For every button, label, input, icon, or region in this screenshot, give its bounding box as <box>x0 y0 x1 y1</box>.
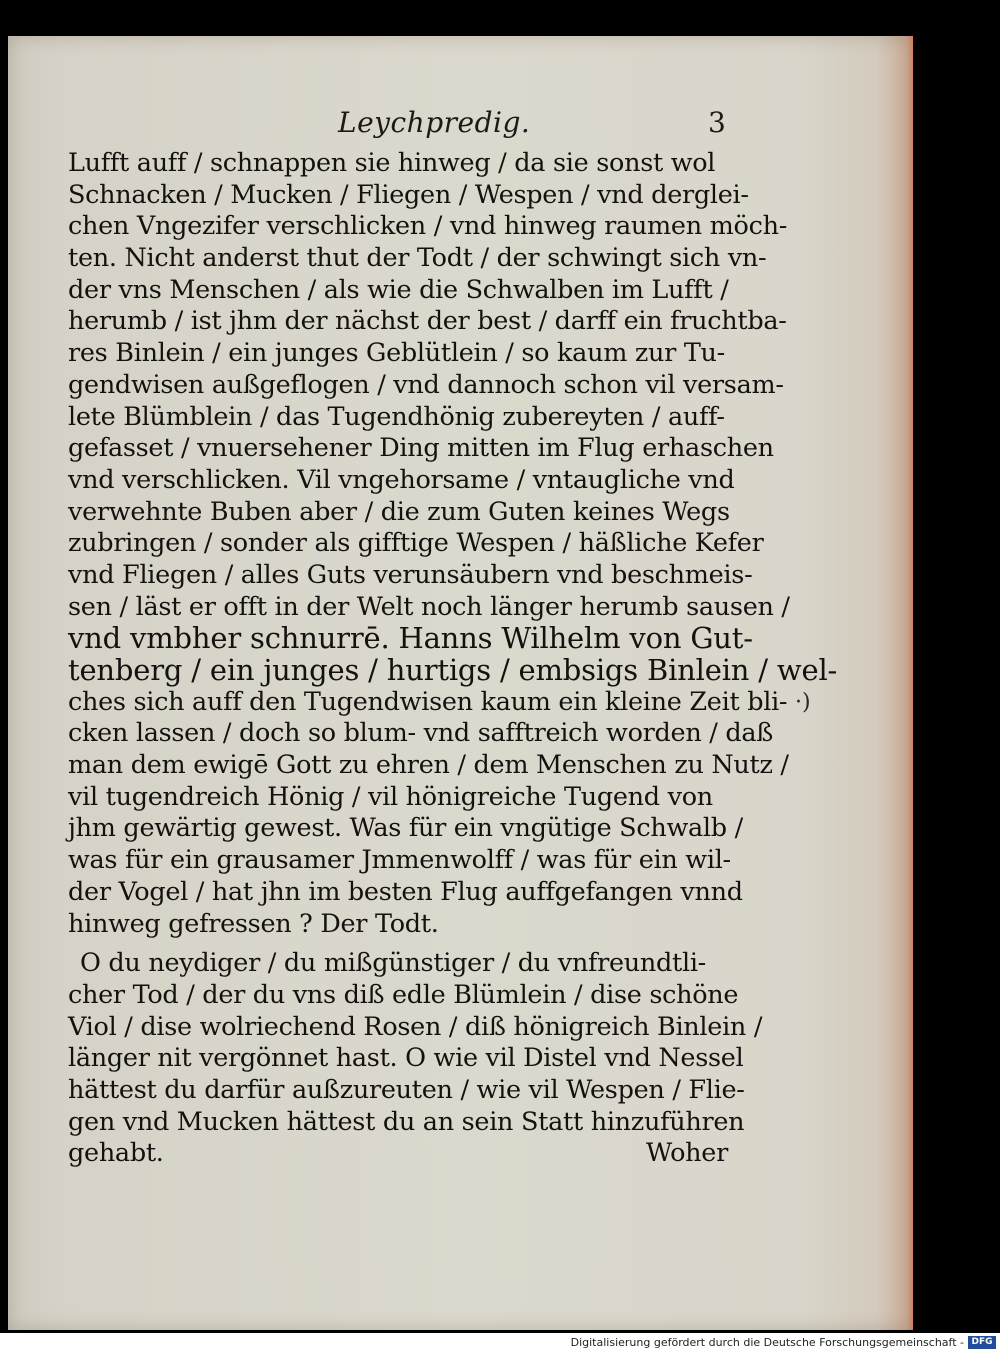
footer-credit: Digitalisierung gefördert durch die Deutsche Forschungsgemeinschaft - <box>570 1336 964 1349</box>
text-line: was für ein grausamer Jmmenwolff / was für ein wil- <box>68 845 731 876</box>
page-number: 3 <box>708 106 726 139</box>
catchword: Woher <box>645 1138 728 1169</box>
text-line: chen Vngezifer verschlicken / vnd hinweg raumen möch- <box>68 211 788 242</box>
text-line: zubringen / sonder als gifftige Wespen / häßliche Kefer <box>68 528 764 559</box>
margin-mark: ·) <box>795 690 811 715</box>
text-line: gendwisen außgeflogen / vnd dannoch schon vil versam- <box>68 369 784 400</box>
body-text <box>68 148 838 1170</box>
text-line: lete Blümblein / das Tugendhönig zubereyten / auff- <box>68 401 725 432</box>
final-line <box>68 1138 728 1170</box>
running-head: Leychpredig. <box>338 106 531 139</box>
text-line-end: gehabt. <box>68 1138 164 1169</box>
text-line: hättest du darfür außzureuten / wie vil Wespen / Flie- <box>68 1074 745 1105</box>
dfg-logo-icon[interactable]: DFG <box>968 1336 996 1349</box>
text-line: vil tugendreich Hönig / vil hönigreiche Tugend von <box>68 781 713 812</box>
text-line: der vns Menschen / als wie die Schwalben im Lufft / <box>68 274 729 305</box>
paragraph-gap <box>68 940 728 948</box>
text-line: cken lassen / doch so blum- vnd safftreich worden / daß <box>68 718 774 749</box>
text-line: verwehnte Buben aber / die zum Guten keines Wegs <box>68 496 730 527</box>
text-line: vnd Fliegen / alles Guts verunsäubern vnd beschmeis- <box>68 559 753 590</box>
text-line: jhm gewärtig gewest. Was für ein vngütige Schwalb / <box>68 813 743 844</box>
book-page <box>8 36 913 1330</box>
text-line: ches sich auff den Tugendwisen kaum ein kleine Zeit bli- <box>68 686 788 717</box>
text-line: der Vogel / hat jhn im besten Flug auffgefangen vnnd <box>68 876 743 907</box>
text-line: cher Tod / der du vns diß edle Blümlein / dise schöne <box>68 979 739 1010</box>
text-line: hinweg gefressen ? Der Todt. <box>68 908 439 939</box>
text-line: gen vnd Mucken hättest du an sein Statt hinzuführen <box>68 1106 745 1137</box>
text-line: sen / läst er offt in der Welt noch länger herumb sausen / <box>68 591 790 622</box>
text-line: ten. Nicht anderst thut der Todt / der schwingt sich vn- <box>68 243 767 274</box>
text-line: herumb / ist jhm der nächst der best / darff ein fruchtba- <box>68 306 787 337</box>
page-edge <box>907 36 913 1330</box>
text-line: man dem ewigē Gott zu ehren / dem Menschen zu Nutz / <box>68 750 789 781</box>
page-header <box>8 106 913 146</box>
text-line: vnd verschlicken. Vil vngehorsame / vntaugliche vnd <box>68 464 735 495</box>
text-line: länger nit vergönnet hast. O wie vil Distel vnd Nessel <box>68 1043 744 1074</box>
text-line: Lufft auff / schnappen sie hinweg / da sie sonst wol <box>68 148 716 178</box>
text-line: res Binlein / ein junges Geblütlein / so kaum zur Tu- <box>68 338 725 369</box>
paragraph-2 <box>68 948 763 1170</box>
text-line: gefasset / vnuersehener Ding mitten im Flug erhaschen <box>68 433 774 464</box>
footer-bar <box>0 1333 1000 1353</box>
text-line: tenberg / ein junges / hurtigs / embsigs Binlein / wel- <box>68 653 838 687</box>
text-line: Viol / dise wolriechend Rosen / diß hönigreich Binlein / <box>68 1011 763 1042</box>
text-line: O du neydiger / du mißgünstiger / du vnfreundtli- <box>80 948 707 979</box>
paragraph-1 <box>68 148 838 940</box>
text-line: Schnacken / Mucken / Fliegen / Wespen / vnd derglei- <box>68 179 749 210</box>
text-line: vnd vmbher schnurrē. Hanns Wilhelm von Gut- <box>68 621 753 656</box>
